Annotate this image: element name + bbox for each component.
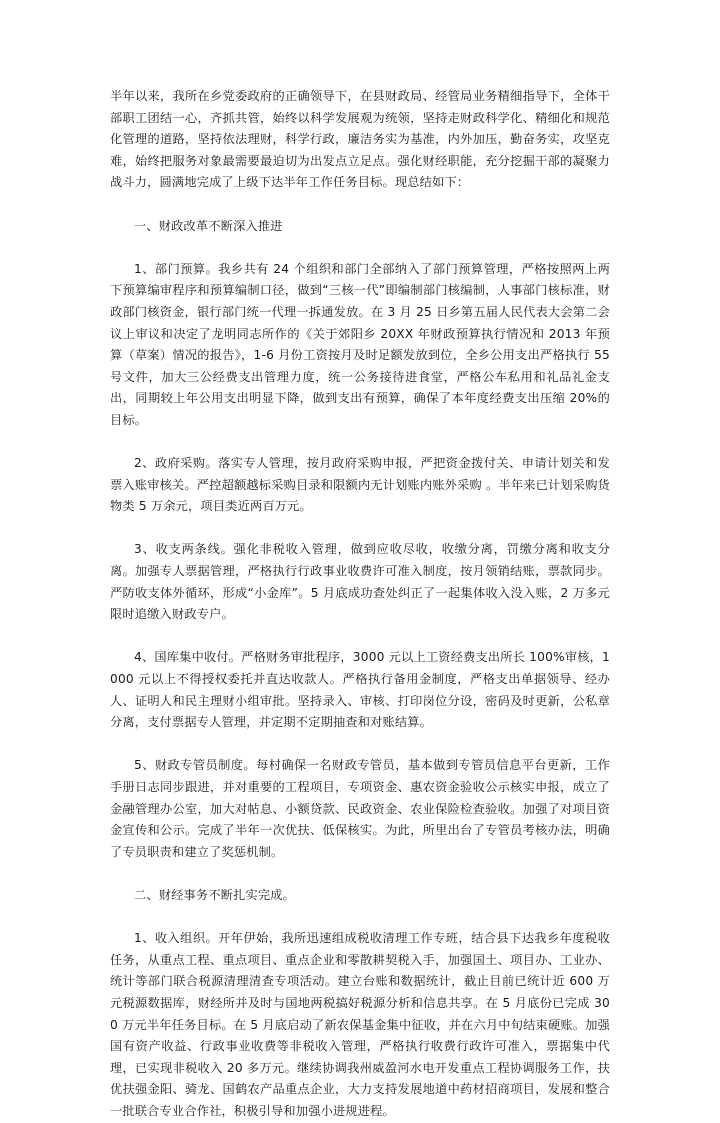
paragraph-revenue-organization: 1、收入组织。开年伊始，我所迅速组成税收清理工作专班，结合县下达我乡年度税收任务，从重点工程、重点项目、重点企业和零散耕契税入手，加强国土、项目办、工业办、统计等部门联合税源清理清查专项活动。建立台账和数据统计，截止目前已统计近 600 万元税源数据库，财经所并及时与国地两税搞好税源分析和信息共享。在 5 月底份已完成 300 万元半年任务目标。在 5 月底启动了新农保基金集中征收，并在六月中旬结束硬账。加强国有资产收益、行政事业收费等非税收入管理，严格执行收费行政许可准入，票据集中代理，已实现非税收入 20 多万元。继续协调我州威盈河水电开发重点工程协调服务工作，扶优扶强金阳、骑龙、国鹤农产品重点企业，大力支持发展地道中药材招商项目，发展和整合一批联合专业合作社，积极引导和加强小进规进程。 — [110, 931, 610, 1118]
paragraph-finance-officer: 5、财政专管员制度。每村确保一名财政专管员，基本做到专管员信息平台更新，工作手册日志同步跟进，并对重要的工程项目，专项资金、惠农资金验收公示核实申报，成立了金融管理办公室，加大对帖息、小额贷款、民政资金、农业保险检查验收。加强了对项目资金宣传和公示。完成了半年一次优扶、低保核实。为此，所里出台了专管员考核办法，明确了专员职责和建立了奖惩机制。 — [110, 758, 610, 859]
section-heading-2: 二、财经事务不断扎实完成。 — [134, 887, 296, 902]
paragraph-revenue-expenditure: 3、收支两条线。强化非税收入管理，做到应收尽收，收缴分离，罚缴分离和收支分离。加强专人票据管理，严格执行行政事业收费许可准入制度，按月领销结账，票款同步。严防收支体外循环，形成“小金库”。5 月底成功查处纠正了一起集体收入没入账，2 万多元限时追缴入财政专户。 — [110, 542, 610, 622]
paragraph-procurement: 2、政府采购。落实专人管理，按月政府采购申报，严把资金拨付关、申请计划关和发票入账审核关。严控超额越标采购目录和限额内无计划账内账外采购 。半年来已计划采购货物类 5 万余元，项目类近两百万元。 — [110, 456, 610, 514]
spacer — [110, 237, 610, 259]
intro-paragraph: 半年以来，我所在乡党委政府的正确领导下，在县财政局、经管局业务精细指导下，全体干部职工团结一心，齐抓共管，始终以科学发展观为统领，坚持走财政科学化、精细化和规范化管理的道路，坚持依法理财，科学行政，廉洁务实为基准，内外加压，勤奋务实，攻坚克难，始终把服务对象最需要最迫切为出发点立足点。强化财经职能，充分挖掘干部的凝聚力战斗力，圆满地完成了上级下达半年工作任务目标。现总结如下： — [110, 89, 610, 190]
section-heading-1: 一、财政改革不断深入推进 — [134, 218, 283, 233]
spacer — [110, 907, 610, 929]
spacer — [110, 626, 610, 648]
spacer — [110, 734, 610, 756]
spacer — [110, 194, 610, 216]
spacer — [110, 432, 610, 454]
spacer — [110, 863, 610, 885]
spacer — [110, 518, 610, 540]
paragraph-budget: 1、部门预算。我乡共有 24 个组织和部门全部纳入了部门预算管理，严格按照两上两下预算编审程序和预算编制口径，做到“三核一代”即编制部门核编制，人事部门核标准，财政部门核资金，银行部门统一代理一拆通发放。在 3 月 25 日乡第五届人民代表大会第二会议上审议和决定了龙明同志所作的《关于郊阳乡 20XX 年财政预算执行情况和 2013 年预算（草案）情况的报告》，1-6 月份工资按月及时足额发放到位，全乡公用支出严格执行 55 号文件，加大三公经费支出管理力度，统一公务接待进食堂，严格公车私用和礼品礼金支出，同期较上年公用支出明显下降，做到支出有预算，确保了本年度经费支出压缩 20%的目标。 — [110, 261, 610, 427]
paragraph-treasury: 4、国库集中收付。严格财务审批程序，3000 元以上工资经费支出所长 100%审核，1000 元以上不得授权委托并直达收款人。严格执行备用金制度，严格支出单据领导、经办人、证明人和民主理财小组审批。坚持录入、审核、打印岗位分设，密码及时更新，公私章分离，支付票据专人管理，并定期不定期抽查和对账结算。 — [110, 650, 610, 730]
